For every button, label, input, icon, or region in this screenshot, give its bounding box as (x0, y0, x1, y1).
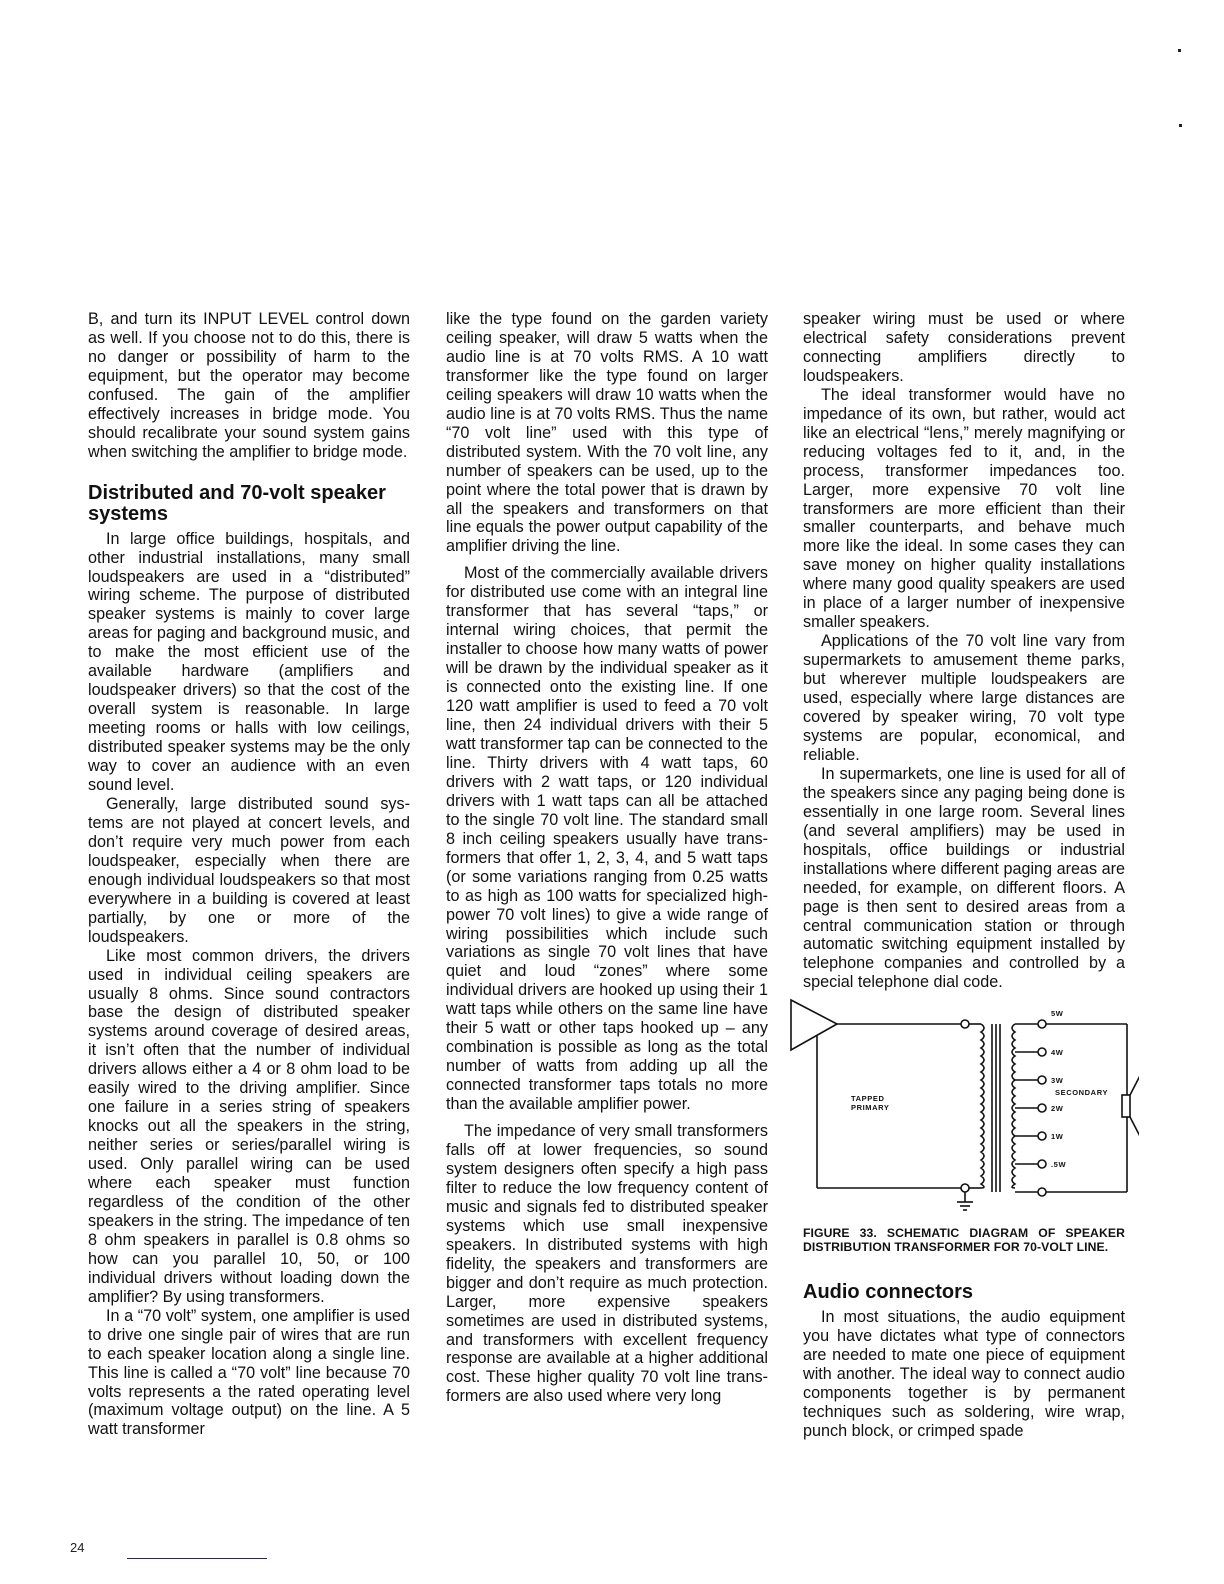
speaker-icon (1122, 1095, 1130, 1117)
tap-label-4w: 4W (1051, 1048, 1064, 1058)
paragraph: Like most common drivers, the drivers used in individual ceiling speakers are usually 8 ohms. Since sound contractors base the design of distributed speaker systems around coverage of desired areas, it isn’t often that the number of individual drivers allows either a 4 or 8 ohm load to be easily wired to the driving amplifier. Since one failure in a series string of speakers knocks out all the speakers in the string, neither series or series/parallel wiring is used. Only parallel wiring can be used where each speaker must function regardless of the condition of the other speakers in the string. The impedance of ten 8 ohm speakers in parallel is 0.8 ohms so how can you parallel 10, 50, or 100 individual drivers without loading down the amplifier? By using transformers. (88, 946, 410, 1306)
tap-label-2w: 2W (1051, 1104, 1064, 1114)
page-number: 24 (70, 1540, 85, 1555)
paragraph: Applications of the 70 volt line vary from supermarkets to amusement theme parks, but wherever multiple loudspeakers are used, especially where large distances are covered by speaker wiring, 70 volt type systems are popular, economical, and reliable. (803, 632, 1125, 764)
paragraph: The impedance of very small transformers falls off at lower frequencies, so sound system designers often specify a high pass filter to reduce the low frequency content of music and signals fed to distributed speaker systems which use small inexpensive speakers. In distributed systems with high fidelity, the speakers and transformers are bigger and don’t require as much protection. Larger, more expensive speakers sometimes are used in distributed systems, and transformers with excellent frequency response are available at a higher additional cost. These higher quality 70 volt line transformers are also used where very long (446, 1122, 768, 1406)
paragraph: B, and turn its INPUT LEVEL control down as well. If you choose not to do this, there is no danger or possibility of harm to the equipment, but the operator may become confused. The gain of the amplifier effectively increases in bridge mode. You should recalibrate your sound system gains when switching the amplifier to bridge mode. (88, 310, 410, 461)
paragraph: The ideal transformer would have no impedance of its own, but rather, would act like an electrical “lens,” merely magnifying or reducing voltages fed to it, and, in the process, transformer impedances too. Larger, more expensive 70 volt line transformers are more efficient than their smaller counterparts, and behave much more like the ideal. In some cases they can save money on higher quality installations where many good quality speakers are used in place of a larger number of inexpensive smaller speakers. (803, 385, 1125, 632)
tap-label-1w: 1W (1051, 1132, 1064, 1142)
transformer-schematic-figure (789, 996, 1139, 1221)
paragraph: Generally, large distributed sound systems are not played at concert levels, and don’t require very much power from each loudspeaker, especially when there are enough individual loudspeakers so that most everywhere in a building is covered at least partially, by one or more of the loudspeakers. (88, 794, 410, 946)
tapped-primary-label: PRIMARY (851, 1103, 890, 1113)
column-3 (803, 310, 1125, 1441)
transformer-schematic-diagram (789, 996, 1139, 1221)
scan-speck (1178, 49, 1181, 52)
column-2 (446, 310, 768, 1406)
figure-caption: FIGURE 33. SCHEMATIC DIAGRAM OF SPEAKER DISTRIBUTION TRANSFORMER FOR 70-VOLT LINE. (803, 1226, 1125, 1254)
amplifier-triangle-icon (791, 1000, 837, 1050)
paragraph: In large office buildings, hospitals, and other industrial installations, many small loudspeakers are used in a “distributed” wiring scheme. The purpose of distributed speaker systems is mainly to cover large areas for paging and background music, and to make the most efficient use of the available hardware (amplifiers and loudspeaker drivers) so that the cost of the overall system is reasonable. In large meeting rooms or halls with low ceilings, distributed speaker systems may be the only way to cover an audience with an even sound level. (88, 529, 410, 795)
section-heading-distributed-systems: Distributed and 70-volt speaker systems (88, 481, 386, 525)
tap-label-half-w: .5W (1051, 1160, 1067, 1170)
footer-rule (127, 1558, 267, 1559)
paragraph: In supermarkets, one line is used for all of the speakers since any paging being done is essentially in one large room. Several lines (and several amplifiers) may be used in hospitals, office buildings or industrial installations where different paging areas are needed, for example, on different floors. A page is then sent to desired areas from a central communication station or through automatic switching equipment installed by telephone companies and controlled by a special telephone dial code. (803, 764, 1125, 992)
scan-speck (1179, 124, 1182, 127)
paragraph: Most of the commercially available drivers for distributed use come with an integral line transformer that has several “taps,” or internal wiring choices, that permit the installer to choose how many watts of power will be drawn by the individual speaker as it is connected onto the existing line. If one 120 watt amplifier is used to feed a 70 volt line, then 24 individual drivers with their 5 watt transformer tap can be connected to the line. Thirty drivers with 4 watt taps, 60 drivers with 2 watt taps, or 120 individual drivers with 1 watt taps can all be attached to the single 70 volt line. The standard small 8 inch ceiling speakers usually have transformers that offer 1, 2, 3, 4, and 5 watt taps (or some variations ranging from 0.25 watts to as high as 100 watts for specialized high-power 70 volt lines) to give a wide range of wiring possibilities which include such variations as single 70 volt lines that have quiet and loud “zones” where some individual drivers are hooked up using their 1 watt taps while others on the same line have their 5 watt or other taps hooked up – any combination is possible as long as the total number of watts from adding up all the connected transformer taps totals no more than the available amplifier power. (446, 564, 768, 1114)
paragraph: In a “70 volt” system, one amplifier is used to drive one single pair of wires that are run to each speaker location along a single line. This line is called a “70 volt” line because 70 volts represents a the rated operating level (maximum voltage output) on the line. A 5 watt transformer (88, 1306, 410, 1439)
paragraph: In most situations, the audio equipment you have dictates what type of connectors are needed to mate one piece of equipment with another. The ideal way to connect audio components together is by permanent techniques such as soldering, wire wrap, punch block, or crimped spade (803, 1308, 1125, 1440)
tapped-primary-label: TAPPED (851, 1094, 885, 1104)
column-1 (88, 310, 410, 1439)
paragraph: like the type found on the garden variety ceiling speaker, will draw 5 watts when the audio line is at 70 volts RMS. A 10 watt transformer like the type found on larger ceiling speakers will draw 10 watts when the audio line is at 70 volts RMS. Thus the name “70 volt line” used with this type of distributed system. With the 70 volt line, any number of speakers can be used, up to the point where the total power that is drawn by all the speakers and transformers on that line equals the power output capability of the amplifier driving the line. (446, 310, 768, 556)
section-heading-audio-connectors: Audio connectors (803, 1281, 974, 1304)
paragraph: speaker wiring must be used or where electrical safety considerations prevent connecting amplifiers directly to loudspeakers. (803, 310, 1125, 385)
secondary-label: SECONDARY (1055, 1088, 1109, 1098)
tap-label-3w: 3W (1051, 1076, 1064, 1086)
tap-label-5w: 5W (1051, 1009, 1064, 1019)
